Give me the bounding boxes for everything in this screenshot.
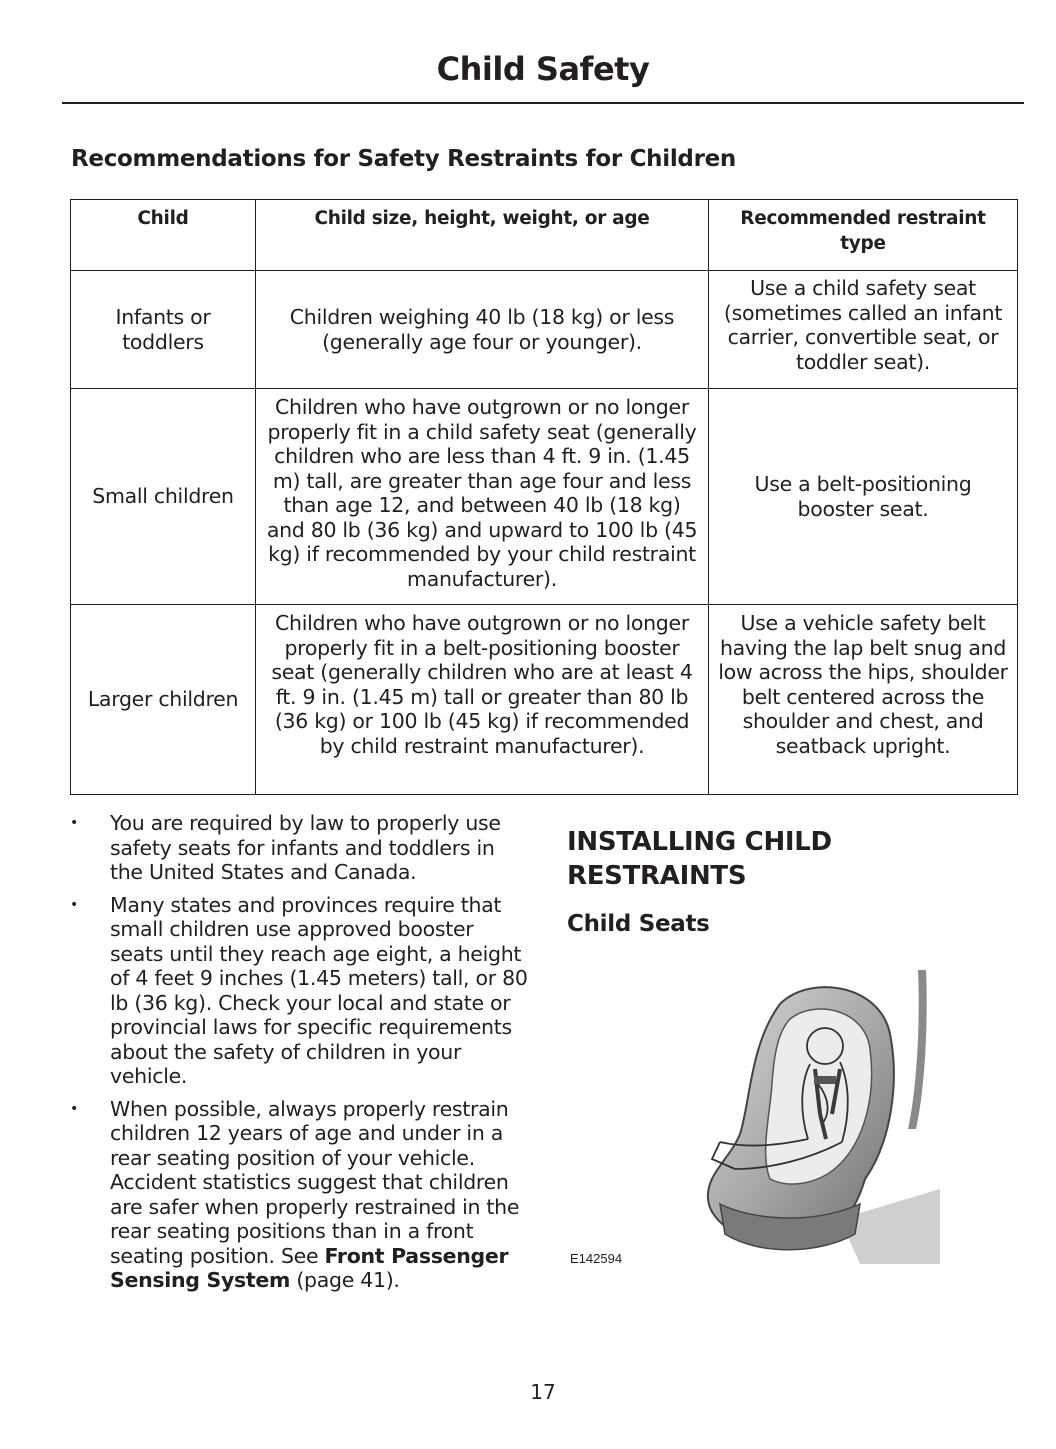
cell-child: Larger children (71, 605, 256, 795)
bullet-text: Many states and provinces require that small children use approved booster seats until they reach age eight, a height of 4 feet 9 inches (1.45 meters) tall, or 80 lb (36 kg). Check your local and state or provincial laws for specific requirements about the safety of children in your vehicle. (110, 892, 528, 1088)
bullet-marker: • (70, 1100, 78, 1117)
table-row (71, 389, 1018, 605)
bullet-text: When possible, always properly restrain children 12 years of age and under in a rear seating position of your vehicle. Accident statistics suggest that children are safer when properly restrained in the rear seating positions than in a front seating position. See (110, 1096, 520, 1268)
cell-size: Children weighing 40 lb (18 kg) or less (generally age four or younger). (256, 271, 709, 389)
cell-size: Children who have outgrown or no longer properly fit in a belt-positioning booster seat (generally children who are at least 4 ft. 9 in. (1.45 m) tall or greater than 80 lb (36 kg) or 100 lb (45 kg) if recommended by child restraint manufacturer). (256, 605, 709, 795)
list-item (70, 1097, 530, 1293)
title-divider (62, 102, 1024, 104)
table-header-row (71, 200, 1018, 271)
table-row (71, 271, 1018, 389)
cross-reference-link[interactable]: Front Passenger Sensing System (110, 1243, 509, 1292)
page-title: Child Safety (436, 50, 650, 88)
cell-restraint: Use a child safety seat (sometimes called an infant carrier, convertible seat, or toddler seat). (709, 271, 1018, 389)
cell-restraint: Use a belt-positioning booster seat. (709, 389, 1018, 605)
figure-code: E142594 (570, 1251, 623, 1266)
header-restraint: Recommended restraint type (709, 200, 1018, 271)
subsection-title: Child Seats (567, 911, 710, 937)
cell-child: Small children (71, 389, 256, 605)
bullet-marker: • (70, 815, 78, 831)
header-size: Child size, height, weight, or age (256, 200, 709, 271)
restraint-table (70, 199, 1018, 795)
bullet-marker: • (70, 896, 78, 913)
cell-child: Infants or toddlers (71, 271, 256, 389)
cell-size: Children who have outgrown or no longer properly fit in a child safety seat (generally children who are less than 4 ft. 9 in. (1.45 m) tall, are greater than age four and less than age 12, and between 40 lb (18 kg) and 80 lb (36 kg) and upward to 100 lb (45 kg) if recommended by your child restraint manufacturer). (256, 389, 709, 605)
bullet-text: You are required by law to properly use safety seats for infants and toddlers in the United States and Canada. (110, 811, 501, 884)
list-item (70, 893, 530, 1089)
section-title: INSTALLING CHILD RESTRAINTS (567, 827, 832, 891)
page-reference: (page 41). (296, 1268, 400, 1292)
child-seat-illustration (690, 964, 940, 1264)
header-child: Child (71, 200, 256, 271)
page-number: 17 (530, 1380, 556, 1404)
list-item (70, 811, 530, 885)
table-row (71, 605, 1018, 795)
bullet-list (70, 811, 530, 1301)
cell-restraint: Use a vehicle safety belt having the lap belt snug and low across the hips, shoulder belt centered across the shoulder and chest, and seatback upright. (709, 605, 1018, 795)
table-heading: Recommendations for Safety Restraints for Children (71, 146, 736, 172)
